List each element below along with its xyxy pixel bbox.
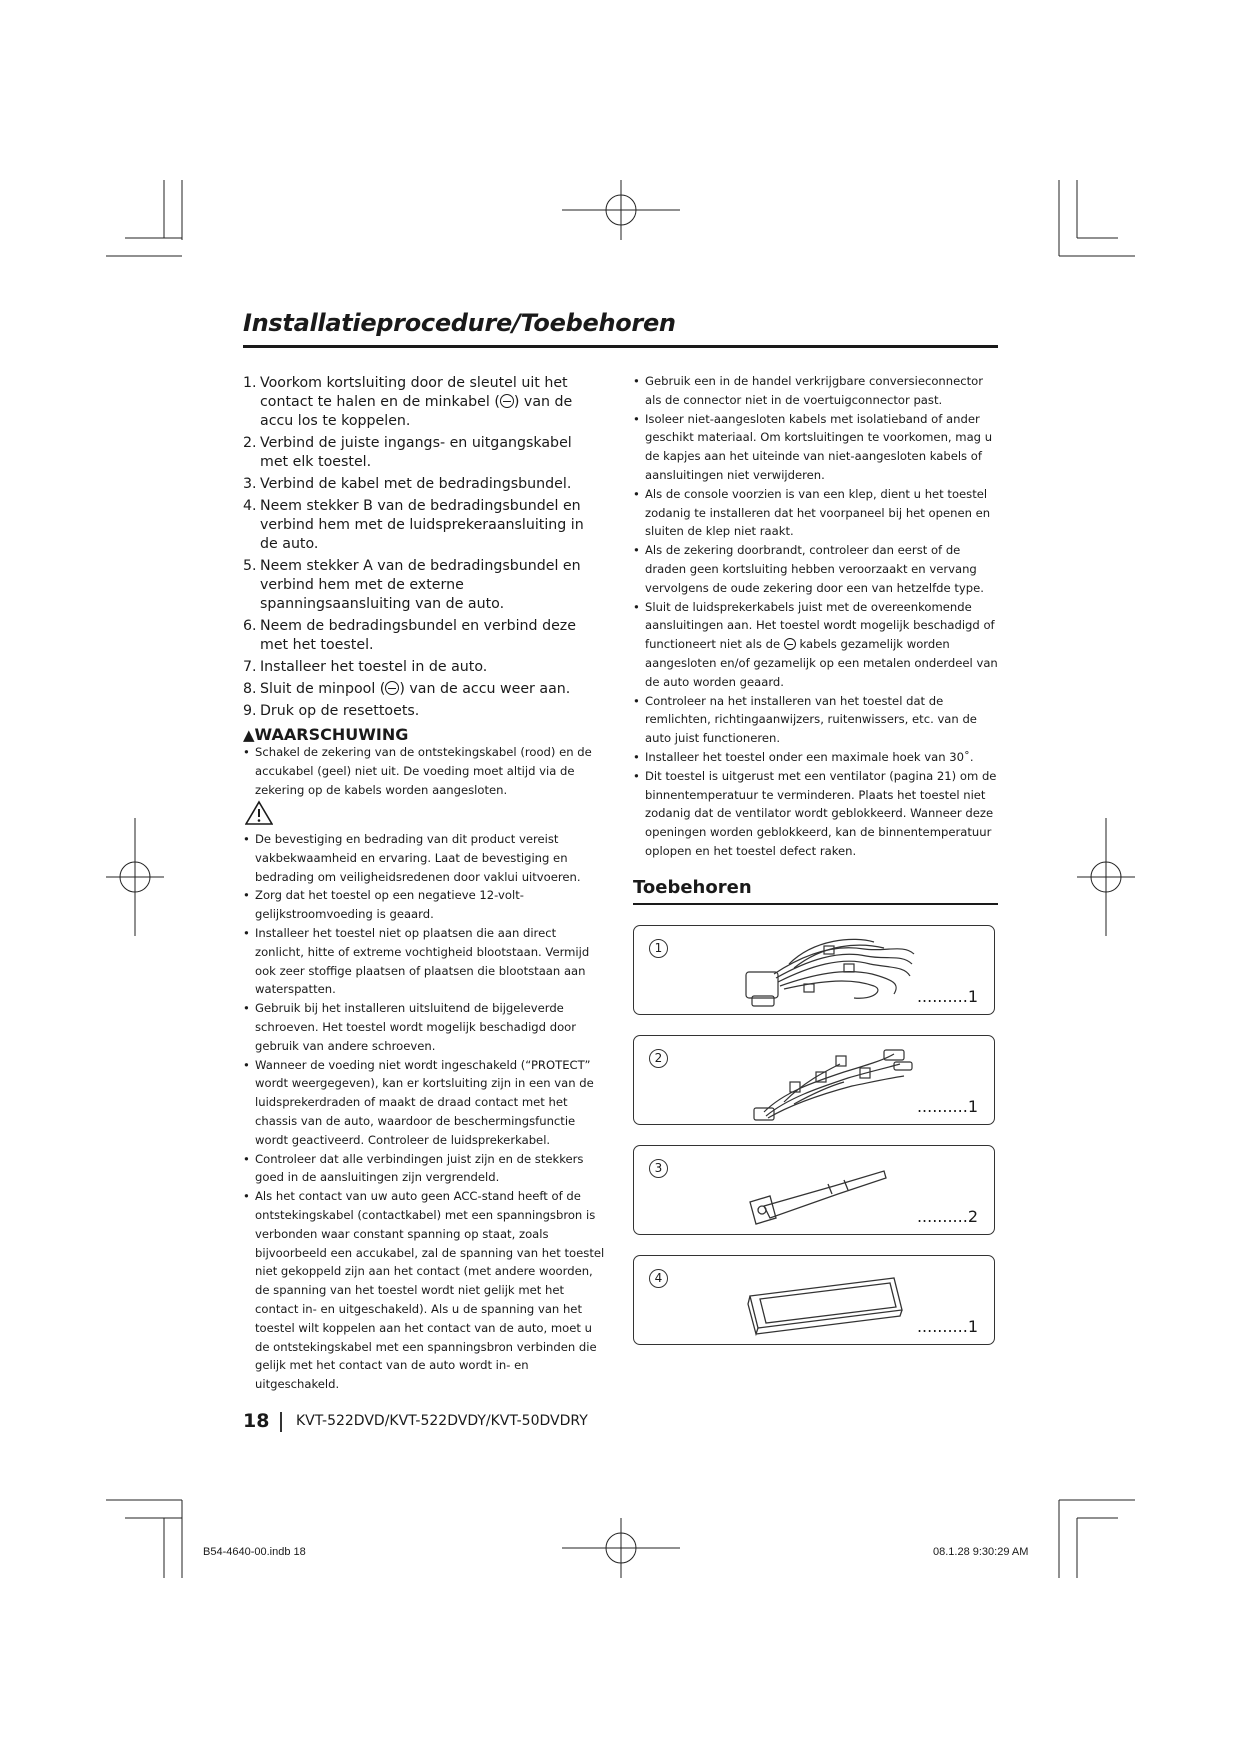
list-item: • Gebruik bij het installeren uitsluitend de bijgeleverde schroeven. Het toestel wordt mogelijk beschadigd door gebruik van andere schroeven.	[243, 999, 605, 1055]
list-item: • Controleer na het installeren van het toestel dat de remlichten, richtingaanwijzers, ruitenwissers, etc. van de auto juist functioneren.	[633, 692, 998, 748]
list-item: • Installeer het toestel onder een maximale hoek van 30˚.	[633, 748, 998, 767]
cable-bundle-image	[744, 1042, 924, 1122]
step-item: 1. Voorkom kortsluiting door de sleutel uit het contact te halen en de minkabel ( ) van de accu los te koppelen.	[243, 375, 573, 429]
page-number: 18	[243, 1410, 270, 1432]
caution-list	[243, 830, 605, 1394]
accessories-rule	[633, 903, 998, 905]
accessory-box-4	[633, 1255, 995, 1345]
warning-icon: ▲	[243, 726, 255, 744]
install-steps	[243, 374, 598, 724]
wiring-harness-image	[744, 934, 924, 1010]
accessory-number: 4	[649, 1269, 668, 1288]
list-item: • Gebruik een in de handel verkrijgbare conversieconnector als de connector niet in de voertuigconnector past.	[633, 372, 998, 410]
list-item: • De bevestiging en bedrading van dit product vereist vakbekwaamheid en ervaring. Laat de bevestiging en bedrading om veiligheidsredenen door vaklui uitvoeren.	[243, 830, 605, 886]
list-item: • Isoleer niet-aangesloten kabels met isolatieband of ander geschikt materiaal. Om kortsluitingen te voorkomen, mag u de kapjes aan het uiteinde van niet-aangesloten kabels of aansluitingen niet verwijderen.	[633, 410, 998, 485]
minus-icon	[500, 394, 514, 408]
notes-list	[633, 372, 998, 861]
list-item: • Als het contact van uw auto geen ACC-stand heeft of de ontstekingskabel (contactkabel) met een spanningsbron is verbonden waar constant spanning op staat, zoals bijvoorbeeld een accukabel, zal de spanning van het toestel niet gekoppeld zijn aan het contact (met andere woorden, de spanning van het toestel wordt niet gelijk met het contact in- en uitgeschakeld). Als u de spanning van het toestel wilt koppelen aan het contact van de auto, moet u de ontstekingskabel met een spanningsbron verbinden die gelijk met het contact van de auto wordt in- en uitgeschakeld.	[243, 1187, 605, 1394]
print-file-name: B54-4640-00.indb 18	[203, 1546, 306, 1558]
model-name: KVT-522DVD/KVT-522DVDY/KVT-50DVDRY	[296, 1413, 588, 1429]
list-item: • Als de zekering doorbrandt, controleer dan eerst of de draden geen kortsluiting hebben veroorzaakt en vervang vervolgens de oude zekering door een van hetzelfde type.	[633, 541, 998, 597]
step-item: 4. Neem stekker B van de bedradingsbundel en verbind hem met de luidsprekeraansluiting in de auto.	[243, 498, 584, 552]
accessory-quantity: ..........1	[916, 1097, 978, 1116]
step-item: 6. Neem de bedradingsbundel en verbind deze met het toestel.	[243, 618, 576, 653]
accessory-quantity: ..........2	[916, 1207, 978, 1226]
print-timestamp: 08.1.28 9:30:29 AM	[933, 1546, 1029, 1558]
accessory-box-2	[633, 1035, 995, 1125]
accessory-quantity: ..........1	[916, 987, 978, 1006]
warning-list	[243, 743, 603, 799]
list-item: • Schakel de zekering van de ontstekingskabel (rood) en de accukabel (geel) niet uit. De voeding moet altijd via de zekering op de kabels worden aangesloten.	[243, 743, 603, 799]
list-item: • Zorg dat het toestel op een negatieve 12-volt-gelijkstroomvoeding is geaard.	[243, 886, 605, 924]
step-item: 5. Neem stekker A van de bedradingsbundel en verbind hem met de externe spanningsaansluiting van de auto.	[243, 558, 581, 612]
removal-key-image	[744, 1156, 894, 1231]
step-item: 7. Installeer het toestel in de auto.	[243, 659, 488, 675]
accessory-number: 1	[649, 939, 668, 958]
step-item: 8. Sluit de minpool ( ) van de accu weer aan.	[243, 681, 571, 697]
list-item: • Wanneer de voeding niet wordt ingeschakeld (“PROTECT” wordt weergegeven), kan er kortsluiting zijn in een van de luidsprekerdraden of maakt de draad contact met het chassis van de auto, waardoor de beschermingsfunctie wordt geactiveerd. Controleer de luidsprekerkabel.	[243, 1056, 605, 1150]
title-rule	[243, 345, 998, 348]
page-title: Installatieprocedure/Toebehoren	[243, 309, 676, 337]
footer-separator	[280, 1412, 282, 1432]
accessory-quantity: ..........1	[916, 1317, 978, 1336]
list-item: • Controleer dat alle verbindingen juist zijn en de stekkers goed in de aansluitingen zijn vergrendeld.	[243, 1150, 605, 1188]
warning-heading: ▲WAARSCHUWING	[243, 725, 409, 744]
accessory-number: 2	[649, 1049, 668, 1068]
step-item: 3. Verbind de kabel met de bedradingsbundel.	[243, 476, 572, 492]
minus-icon	[385, 681, 399, 695]
accessories-title: Toebehoren	[633, 877, 752, 898]
accessory-box-1	[633, 925, 995, 1015]
list-item: • Als de console voorzien is van een klep, dient u het toestel zodanig te installeren dat het voorpaneel bij het openen en sluiten de klep niet raakt.	[633, 485, 998, 541]
accessory-number: 3	[649, 1159, 668, 1178]
trim-plate-image	[744, 1268, 914, 1338]
list-item: • Dit toestel is uitgerust met een ventilator (pagina 21) om de binnentemperatuur te verminderen. Plaats het toestel niet zodanig dat de ventilator wordt geblokkeerd. Wanneer deze openingen worden geblokkeerd, kan de binnentemperatuur oplopen en het toestel defect raken.	[633, 767, 998, 861]
list-item: • Installeer het toestel niet op plaatsen die aan direct zonlicht, hitte of extreme vochtigheid blootstaan. Vermijd ook zeer stoffige plaatsen of plaatsen die blootstaan aan waterspatten.	[243, 924, 605, 999]
list-item: • Sluit de luidsprekerkabels juist met de overeenkomende aansluitingen aan. Het toestel wordt mogelijk beschadigd of functioneert niet als de kabels gezamelijk worden aangesloten en/of gezamelijk op een metalen onderdeel van de auto worden geaard.	[633, 598, 998, 692]
step-item: 2. Verbind de juiste ingangs- en uitgangskabel met elk toestel.	[243, 435, 572, 470]
accessory-box-3	[633, 1145, 995, 1235]
step-item: 9. Druk op de resettoets.	[243, 703, 420, 719]
caution-icon	[245, 800, 273, 826]
minus-icon	[784, 638, 796, 650]
